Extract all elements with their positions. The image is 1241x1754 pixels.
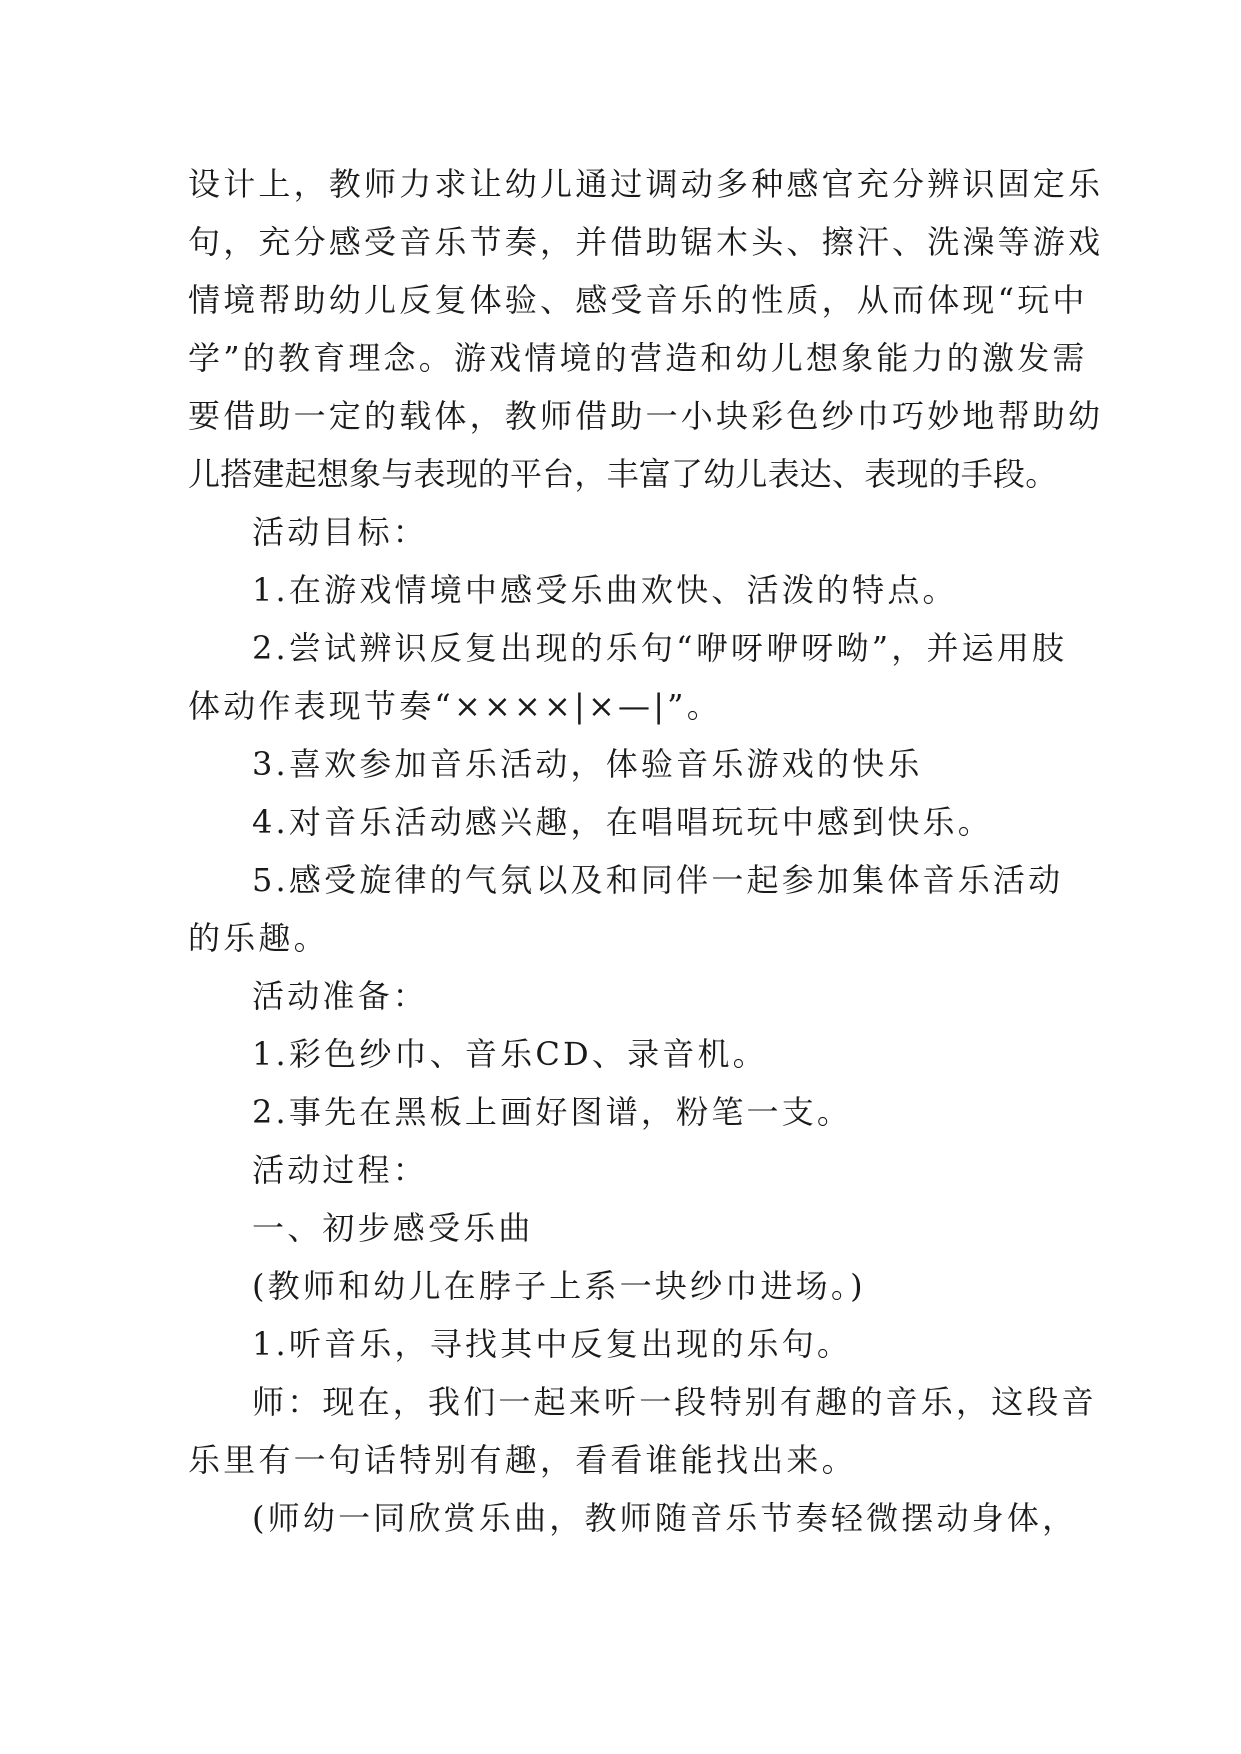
text-line: 3.喜欢参加音乐活动，体验音乐游戏的快乐 <box>252 745 923 783</box>
text-line: 2.尝试辨识反复出现的乐句“咿呀咿呀呦”，并运用肢 <box>252 629 1068 667</box>
text-line: (师幼一同欣赏乐曲，教师随音乐节奏轻微摆动身体， <box>252 1499 1078 1537</box>
text-line: 5.感受旋律的气氛以及和同伴一起参加集体音乐活动 <box>252 861 1064 899</box>
text-line: 体动作表现节奏“××××|×—|”。 <box>188 687 722 725</box>
text-line: 师：现在，我们一起来听一段特别有趣的音乐，这段音 <box>252 1383 1097 1421</box>
text-line: 2.事先在黑板上画好图谱，粉笔一支。 <box>252 1093 853 1131</box>
text-line: 活动准备： <box>252 977 429 1015</box>
text-line: 情境帮助幼儿反复体验、感受音乐的性质，从而体现“玩中 <box>188 281 1088 319</box>
text-line: 1.听音乐，寻找其中反复出现的乐句。 <box>252 1325 853 1363</box>
text-line: 句，充分感受音乐节奏，并借助锯木头、擦汗、洗澡等游戏 <box>188 223 1104 261</box>
text-line: 4.对音乐活动感兴趣，在唱唱玩玩中感到快乐。 <box>252 803 993 841</box>
text-line: 要借助一定的载体，教师借助一小块彩色纱巾巧妙地帮助幼 <box>188 397 1104 435</box>
text-line: (教师和幼儿在脖子上系一块纱巾进场。) <box>252 1267 866 1305</box>
text-line: 活动过程： <box>252 1151 429 1189</box>
text-line: 的乐趣。 <box>188 919 329 957</box>
text-line: 1.在游戏情境中感受乐曲欢快、活泼的特点。 <box>252 571 958 609</box>
text-line: 乐里有一句话特别有趣，看看谁能找出来。 <box>188 1441 857 1479</box>
text-line: 活动目标： <box>252 513 429 551</box>
text-line: 一、初步感受乐曲 <box>252 1209 534 1247</box>
text-line: 1.彩色纱巾、音乐CD、录音机。 <box>252 1035 768 1073</box>
text-line: 设计上，教师力求让幼儿通过调动多种感官充分辨识固定乐 <box>188 165 1104 203</box>
text-line: 儿搭建起想象与表现的平台，丰富了幼儿表达、表现的手段。 <box>188 455 1058 493</box>
text-line: 学”的教育理念。游戏情境的营造和幼儿想象能力的激发需 <box>188 339 1088 377</box>
document-body <box>188 155 1104 1547</box>
